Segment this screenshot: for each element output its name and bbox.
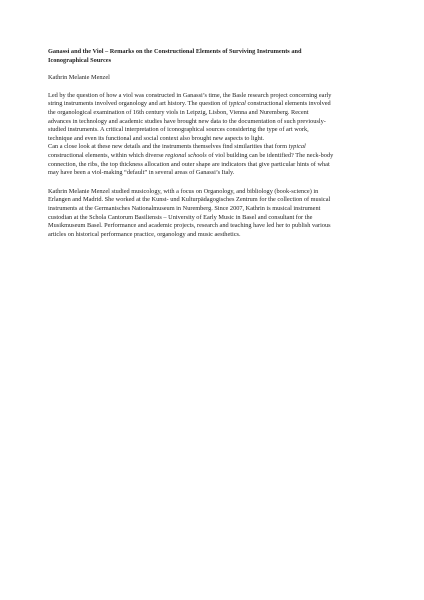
text-line: studied instruments. A critical interpretation of iconographical sources considering the type of art work, (48, 126, 309, 134)
text-line: Led by the question of how a viol was constructed in Ganassi’s time, the Basle research project concerning early (48, 91, 332, 99)
emphasis-typical: typical (228, 100, 246, 108)
text-line: constructional elements, within which diverse regional schools of viol building can be identified? The neck-body (48, 151, 334, 159)
document-title (48, 48, 374, 65)
text-line: connection, the ribs, the top thickness allocation and outer shape are indicators that give particular hints of what (48, 160, 330, 168)
author-bio-paragraph (48, 188, 374, 240)
text-line: Kathrin Melanie Menzel studied musicology, with a focus on Organology, and bibliology (book-science) in (48, 187, 319, 195)
emphasis-typical: typical (288, 143, 306, 151)
text-line: string instruments involved organology and art history. The question of typical constructional elements involved (48, 100, 331, 108)
text-line: technique and even its functional and social context also brought new aspects to light. (48, 134, 265, 142)
text-line: custodian at the Schola Cantorum Basiliensis – University of Early Music in Basel and consultant for the (48, 213, 313, 221)
author-name: Kathrin Melanie Menzel (48, 74, 110, 82)
text-line: articles on historical performance practice, organology and music aesthetics. (48, 230, 241, 238)
text-line: may have been a viol-making “default” in several areas of Ganassi’s Italy. (48, 169, 235, 177)
text-line: Can a close look at these new details and the instruments themselves find similarities that form typical (48, 143, 306, 151)
text-line: the organological examination of 16th century viols in Leipzig, Lisbon, Vienna and Nuremberg. Recent (48, 108, 309, 116)
text-line: Erlangen and Madrid. She worked at the Kunst- und Kulturpädagogisches Zentrum for the collection of musical (48, 196, 331, 204)
text-line: Musikmuseum Basel. Performance and academic projects, research and teaching have led her to publish various (48, 222, 331, 230)
abstract-paragraph-2 (48, 143, 374, 177)
title-line: Iconographical Sources (48, 56, 112, 64)
title-line: Ganassi and the Viol – Remarks on the Constructional Elements of Surviving Instruments and (48, 48, 302, 55)
emphasis-regional-schools: regional schools (165, 151, 207, 159)
text-line: instruments at the Germanisches Nationalmuseum in Nuremberg. Since 2007, Kathrin is musical instrument (48, 204, 321, 212)
document-page (48, 48, 374, 239)
text-line: advances in technology and academic studies have brought new data to the documentation of such previously- (48, 117, 326, 125)
abstract-paragraph-1 (48, 92, 374, 144)
